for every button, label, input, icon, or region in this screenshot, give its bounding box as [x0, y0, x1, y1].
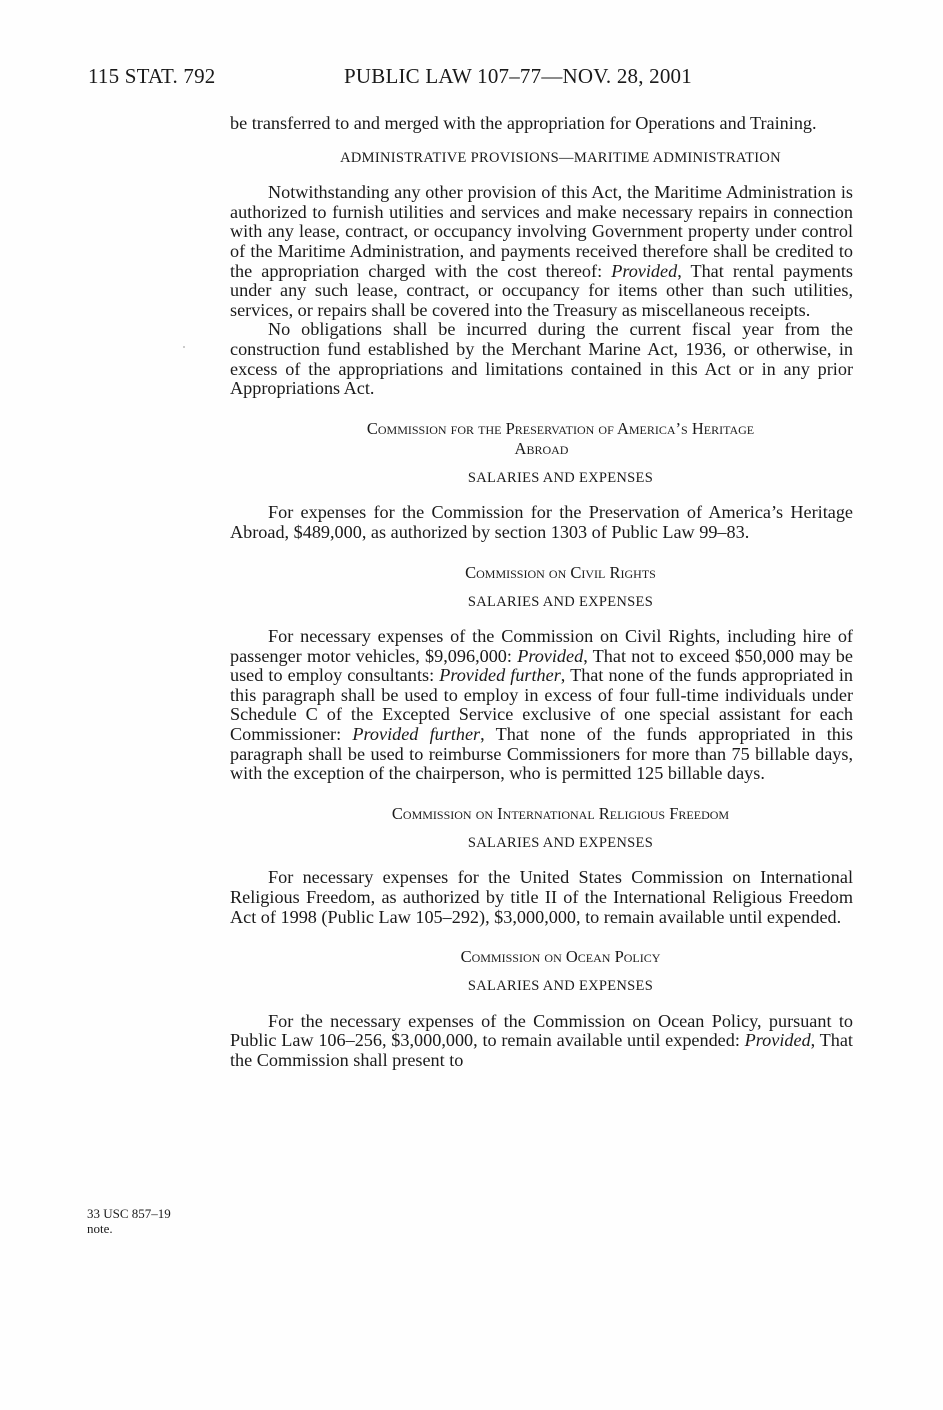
religious-freedom-paragraph: For necessary expenses for the United States Commission on International Religious Freedom, as authorized by title II of the International Religious Freedom Act of 1998 (Public Law 105–292), $3,000,000, to remain available until expended.: [230, 867, 853, 927]
maritime-heading: ADMINISTRATIVE PROVISIONS—MARITIME ADMINISTRATION: [340, 149, 781, 166]
civil-rights-agency-heading: Commission on Civil Rights: [465, 562, 656, 582]
public-law-title: PUBLIC LAW 107–77—NOV. 28, 2001: [344, 64, 692, 88]
civil-rights-paragraph: For necessary expenses of the Commission on Civil Rights, including hire of passenger motor vehicles, $9,096,000: Provided, That not to exceed $50,000 may be used to employ consultants: Provided further, That none of the funds appropriated in this paragraph shall be used to employ in excess of four full-time individuals under Schedule C of the Excepted Service exclusive of one special assistant for each Commissioner: Provided further, That none of the funds appropriated in this paragraph shall be used to reimburse Commissioners for more than 75 billable days, with the exception of the chairperson, who is permitted 125 billable days.: [230, 626, 854, 784]
body-text-column: [230, 114, 853, 1071]
heritage-salaries-heading: SALARIES AND EXPENSES: [467, 469, 654, 486]
running-header: [88, 64, 868, 94]
maritime-paragraph-2: No obligations shall be incurred during the current fiscal year from the construction fund established by the Merchant Marine Act, 1936, or otherwise, in excess of the appropriations and limitations contained in this Act or in any prior Appropriations Act.: [230, 319, 853, 399]
ocean-policy-paragraph: For the necessary expenses of the Commission on Ocean Policy, pursuant to Public Law 106–256, $3,000,000, to remain available until expended: Provided, That the Commission shall present to: [230, 1010, 853, 1070]
religious-freedom-salaries-heading: SALARIES AND EXPENSES: [467, 834, 654, 851]
statute-page-reference: 115 STAT. 792: [88, 64, 216, 88]
continuation-paragraph: be transferred to and merged with the appropriation for Operations and Training.: [230, 113, 817, 133]
religious-freedom-agency-heading: Commission on International Religious Freedom: [391, 803, 730, 823]
heritage-agency-heading: Commission for the Preservation of America’s Heritage Abroad: [366, 418, 755, 458]
ocean-policy-agency-heading: Commission on Ocean Policy: [460, 947, 661, 967]
ocean-policy-salaries-heading: SALARIES AND EXPENSES: [467, 978, 654, 995]
civil-rights-salaries-heading: SALARIES AND EXPENSES: [467, 593, 654, 610]
scan-speck: [183, 346, 185, 348]
heritage-paragraph: For expenses for the Commission for the Preservation of America’s Heritage Abroad, $489,000, as authorized by section 1303 of Public Law 99–83.: [230, 502, 853, 542]
margin-citation-note: 33 USC 857–19 note.: [87, 1206, 171, 1236]
maritime-paragraph-1: Notwithstanding any other provision of this Act, the Maritime Administration is authorized to furnish utilities and services and make necessary repairs in connection with any lease, contract, or occupancy involving Government property under control of the Maritime Administration, and payments received therefore shall be credited to the appropriation charged with the cost thereof: Provided, That rental payments under any such lease, contract, or occupancy for items other than such utilities, services, or repairs shall be covered into the Treasury as miscellaneous receipts.: [230, 182, 854, 320]
